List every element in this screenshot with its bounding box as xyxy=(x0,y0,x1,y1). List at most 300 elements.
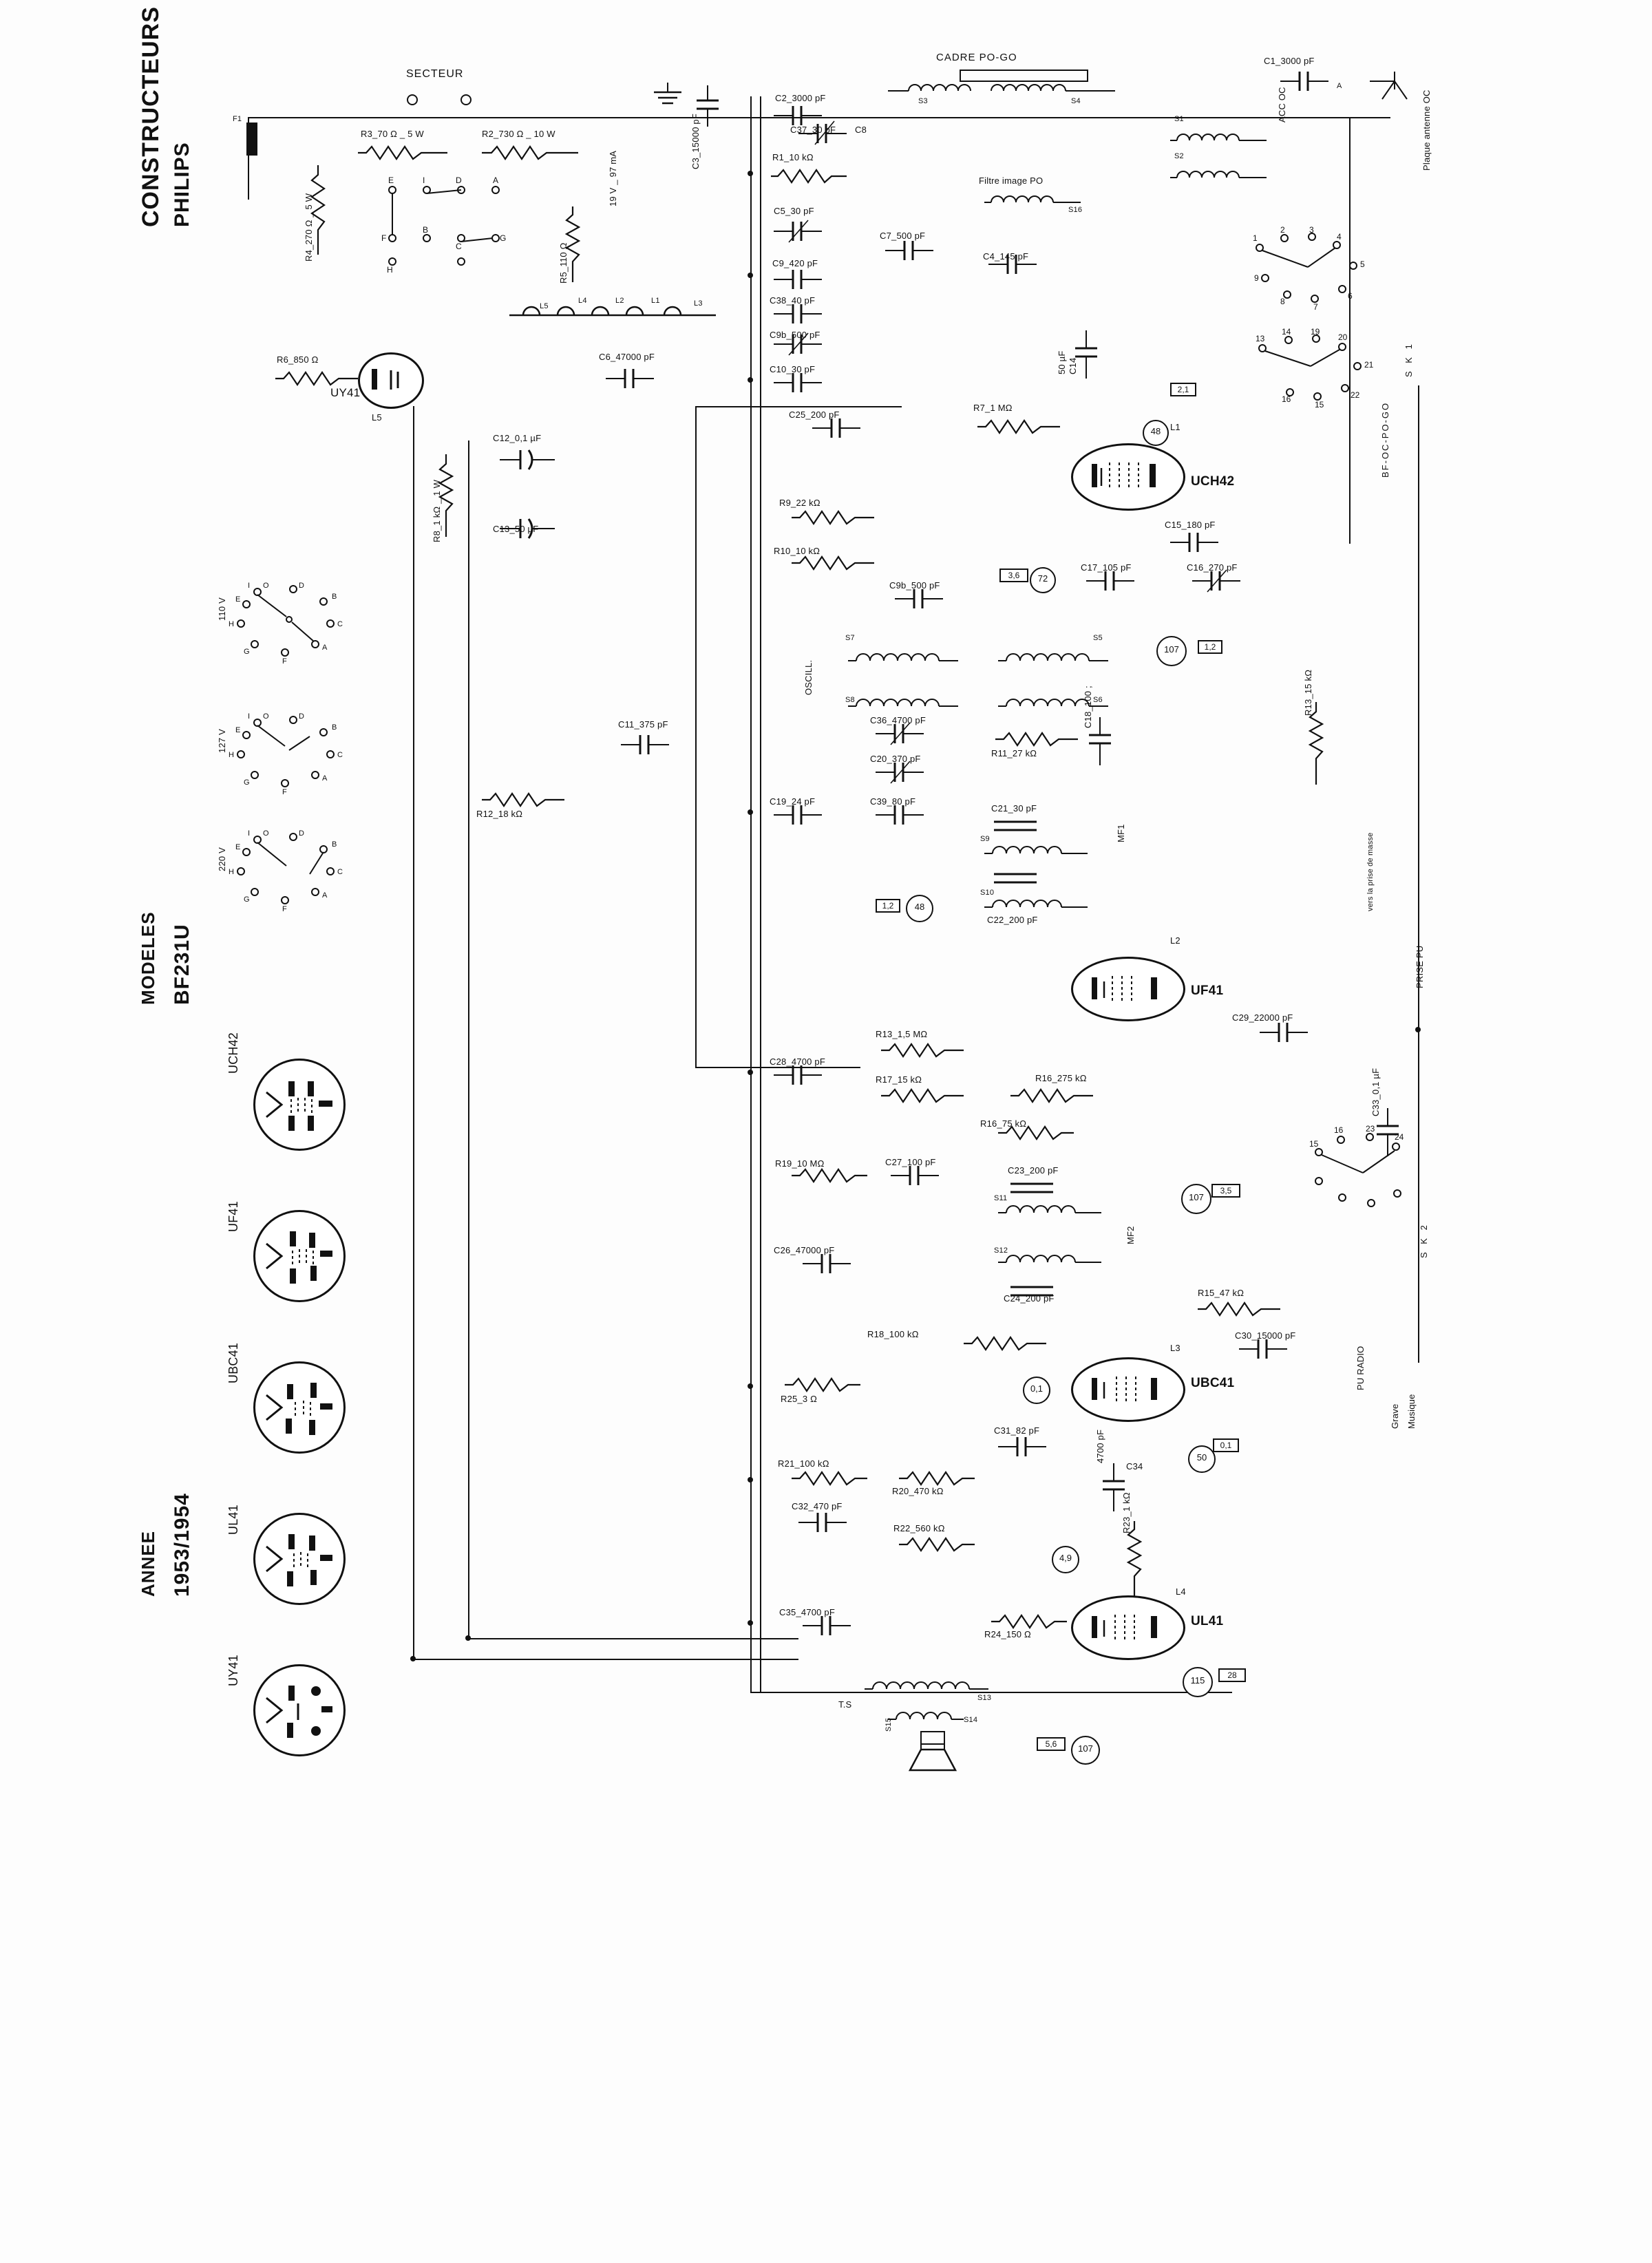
resistor-r19-symbol xyxy=(792,1167,867,1184)
svg-text:E: E xyxy=(388,176,394,185)
mains-voltage-selector-contacts xyxy=(351,172,592,282)
svg-text:F: F xyxy=(282,788,287,796)
wire-left-column xyxy=(413,406,414,1659)
svg-text:E: E xyxy=(235,843,241,851)
band-switch-sk1-lower xyxy=(1239,327,1390,413)
resistor-r18-symbol xyxy=(964,1335,1046,1352)
svg-text:2: 2 xyxy=(1280,225,1285,235)
tube-uf41-label: UF41 xyxy=(1191,984,1224,998)
test-point-48: 48 xyxy=(1143,420,1169,446)
voltage-selector-127v-label: 127 V xyxy=(217,729,227,753)
svg-text:C: C xyxy=(337,751,343,759)
annotation-oscill: OSCILL. xyxy=(803,659,814,695)
year-label: ANNEE xyxy=(138,1530,158,1597)
annotation-sk1: S K 1 xyxy=(1404,341,1414,377)
test-point-107c: 107 xyxy=(1071,1736,1100,1765)
socket-uf41-label: UF41 xyxy=(226,1201,240,1232)
svg-text:15: 15 xyxy=(1309,1139,1319,1149)
resistor-r9-symbol xyxy=(792,509,874,526)
capacitor-c15-label: C14 xyxy=(1068,357,1078,374)
resistor-r21-label: R21_100 kΩ xyxy=(778,1458,829,1469)
coil-s11-label: S11 xyxy=(994,1194,1008,1202)
tube-uch42-label: UCH42 xyxy=(1191,474,1235,489)
band-switch-sk1-upper xyxy=(1232,227,1384,317)
test-point-12b: 1,2 xyxy=(876,899,900,913)
tube-ubc41-internals xyxy=(1088,1372,1169,1407)
tube-uch42-internals xyxy=(1086,457,1169,494)
svg-text:H: H xyxy=(229,868,234,876)
coil-s13-label: S13 xyxy=(977,1694,992,1702)
resistor-r10-label: R10_10 kΩ xyxy=(774,546,820,556)
annotation-pu-radio: PU RADIO xyxy=(1355,1346,1366,1390)
svg-text:5: 5 xyxy=(1360,259,1365,269)
voltage-selector-127v xyxy=(217,709,365,798)
tube-uy41-internals xyxy=(368,363,410,396)
coil-s10-label: S10 xyxy=(980,889,995,897)
svg-text:23: 23 xyxy=(1366,1124,1375,1134)
svg-text:O: O xyxy=(263,582,269,590)
test-point-50: 50 xyxy=(1188,1445,1216,1473)
coil-s8 xyxy=(848,691,958,712)
capacitor-c8-label: C8 xyxy=(855,125,867,135)
svg-text:19: 19 xyxy=(1311,327,1320,337)
svg-text:B: B xyxy=(332,723,337,732)
resistor-r7-label: R7_1 MΩ xyxy=(973,403,1013,413)
svg-text:14: 14 xyxy=(1282,327,1291,337)
tube-l2-ref: L2 xyxy=(1170,935,1180,946)
svg-text:1: 1 xyxy=(1253,233,1258,243)
coil-s1 xyxy=(1170,128,1267,146)
bus-vertical-2 xyxy=(760,96,761,1693)
svg-text:9: 9 xyxy=(1254,273,1259,283)
coil-s2 xyxy=(1170,165,1267,183)
capacitor-c22-symbol xyxy=(991,816,1039,837)
tube-uy41-label: UY41 xyxy=(330,386,361,399)
capacitor-c2-label: C2_3000 pF xyxy=(775,93,826,103)
voltage-selector-110v-label: 110 V xyxy=(217,597,227,621)
test-point-72: 72 xyxy=(1030,567,1056,593)
annotation-filtre-image-po: Filtre image PO xyxy=(979,176,1044,186)
coil-s14 xyxy=(888,1704,964,1725)
coil-s4-label: S4 xyxy=(1071,97,1081,105)
resistor-r9-label: R9_22 kΩ xyxy=(779,498,820,508)
resistor-r7-symbol xyxy=(977,418,1060,435)
band-switch-sk2 xyxy=(1294,1122,1432,1239)
capacitor-c13-label: C12_0,1 µF xyxy=(493,433,542,443)
resistor-r4-label: R4_270 Ω _ 5 W xyxy=(304,193,314,262)
tube-l3-ref: L3 xyxy=(1170,1343,1180,1353)
svg-text:D: D xyxy=(299,829,304,838)
junction-dot xyxy=(748,1383,753,1389)
svg-text:H: H xyxy=(387,265,393,275)
capacitor-c24-label: C23_200 pF xyxy=(1008,1165,1059,1176)
capacitor-c33-symbol xyxy=(798,1510,847,1535)
capacitor-c12-label: C11_375 pF xyxy=(618,719,668,730)
capacitor-c32-label: C31_82 pF xyxy=(994,1425,1040,1436)
resistor-r5-label: R5_110 Ω xyxy=(558,242,569,284)
svg-text:3: 3 xyxy=(1309,225,1314,235)
fuse-f1 xyxy=(242,118,263,160)
coil-s9 xyxy=(984,838,1088,859)
test-point-36: 3,6 xyxy=(999,569,1028,582)
capacitor-c10-label: C9b_500 pF xyxy=(770,330,820,340)
resistor-r14-label: R16_275 kΩ xyxy=(1035,1073,1087,1083)
resistor-r20-label: R20_470 kΩ xyxy=(892,1486,944,1496)
capacitor-c30-symbol xyxy=(1260,1020,1308,1045)
capacitor-c33-label: C32_470 pF xyxy=(792,1501,843,1511)
svg-text:I: I xyxy=(248,829,251,838)
capacitor-c11-label: C10_30 pF xyxy=(770,364,816,374)
annotation-vers-masse: vers la prise de masse xyxy=(1366,832,1375,911)
annotation-acc-oc: ACC OC xyxy=(1277,87,1287,123)
annotation-bf-oc-po-go: BF-OC-PO-GO xyxy=(1380,401,1390,478)
resistor-r11-symbol xyxy=(995,731,1078,747)
tube-l1-ref: L1 xyxy=(1170,422,1180,432)
capacitor-c27-label: C26_47000 pF xyxy=(774,1245,835,1255)
mains-terminals xyxy=(403,89,485,110)
svg-text:7: 7 xyxy=(1313,302,1318,312)
coil-s10 xyxy=(984,892,1088,913)
capacitor-c5-label: C5_30 pF xyxy=(774,206,814,216)
capacitor-c30-label: C29_22000 pF xyxy=(1232,1012,1293,1023)
junction-dot xyxy=(748,377,753,383)
svg-text:6: 6 xyxy=(1348,291,1353,301)
coil-l3-label: L3 xyxy=(694,299,703,308)
capacitor-c25-label: C24_200 pF xyxy=(1004,1293,1055,1304)
svg-text:16: 16 xyxy=(1334,1125,1344,1135)
resistor-r25-symbol xyxy=(785,1377,860,1393)
resistor-r22-symbol xyxy=(899,1536,975,1553)
resistor-r21-symbol xyxy=(792,1470,867,1487)
capacitor-c14-label: C13_50 µF xyxy=(493,524,539,534)
svg-text:C: C xyxy=(337,620,343,628)
coil-s5-label: S5 xyxy=(1093,634,1103,642)
capacitor-c1-symbol xyxy=(1280,69,1328,94)
coil-s13 xyxy=(865,1674,988,1694)
capacitor-c16-label: C15_180 pF xyxy=(1165,520,1216,530)
resistor-r19-label: R19_10 MΩ xyxy=(775,1158,825,1169)
junction-dot xyxy=(748,273,753,278)
capacitor-c23-label: C22_200 pF xyxy=(987,915,1038,925)
tube-l4-ref: L4 xyxy=(1176,1586,1186,1597)
svg-text:C: C xyxy=(456,242,462,251)
resistor-r20-symbol xyxy=(899,1470,975,1487)
coil-s1-label: S1 xyxy=(1174,115,1184,123)
socket-ul41-label: UL41 xyxy=(226,1505,240,1535)
svg-text:D: D xyxy=(456,176,462,185)
coil-s9-label: S9 xyxy=(980,835,990,843)
capacitor-c35-value: 4700 pF xyxy=(1095,1429,1105,1463)
capacitor-c19-label: C18_100 ; xyxy=(1083,686,1093,728)
svg-text:B: B xyxy=(423,225,429,235)
resistor-r13-symbol xyxy=(881,1042,964,1059)
capacitor-c40-label: C39_80 pF xyxy=(870,796,916,807)
svg-text:G: G xyxy=(244,778,250,787)
tube-ul41-label: UL41 xyxy=(1191,1614,1224,1628)
svg-text:D: D xyxy=(299,712,304,721)
test-point-115: 115 xyxy=(1183,1667,1213,1697)
capacitor-c9-label: C9_420 pF xyxy=(772,258,818,268)
capacitor-c39-label: C38_40 pF xyxy=(770,295,816,306)
junction-dot xyxy=(748,809,753,815)
capacitor-c9-symbol xyxy=(774,267,822,292)
test-point-48b: 48 xyxy=(906,895,933,922)
svg-text:24: 24 xyxy=(1395,1132,1404,1142)
resistor-r14-symbol xyxy=(1010,1087,1093,1104)
socket-uch42-label: UCH42 xyxy=(226,1032,240,1074)
junction-dot xyxy=(410,1656,416,1661)
svg-text:H: H xyxy=(229,751,234,759)
svg-text:I: I xyxy=(423,176,425,185)
coil-s14-label: S14 xyxy=(964,1716,978,1724)
capacitor-c28-label: C27_100 pF xyxy=(885,1157,936,1167)
test-point-49: 4,9 xyxy=(1052,1546,1079,1573)
tube-l5-ref: L5 xyxy=(372,412,382,423)
coil-s7 xyxy=(848,646,958,666)
svg-text:A: A xyxy=(493,176,499,185)
svg-text:G: G xyxy=(244,895,250,904)
socket-uch42 xyxy=(253,1059,346,1151)
capacitor-c34-label: C33_0,1 µF xyxy=(1370,1067,1381,1116)
ground-symbol xyxy=(647,83,688,110)
svg-text:20: 20 xyxy=(1338,332,1348,342)
capacitor-c15-value: 50 µF xyxy=(1057,350,1067,374)
svg-text:O: O xyxy=(263,829,269,838)
tube-ubc41-label: UBC41 xyxy=(1191,1376,1235,1390)
svg-text:4: 4 xyxy=(1337,232,1342,242)
wire-mid-column xyxy=(695,406,697,1067)
wire-left-column-2 xyxy=(468,440,469,1638)
resistor-r6-label: R6_850 Ω xyxy=(277,354,319,365)
resistor-r17-symbol xyxy=(881,1087,964,1104)
capacitor-c26-label: C25_200 pF xyxy=(789,410,840,420)
annotation-19v-97ma: 19 V _ 97 mA xyxy=(608,150,618,206)
capacitor-c3-label: C3_15000 pF xyxy=(690,113,701,169)
svg-text:22: 22 xyxy=(1351,390,1360,400)
coil-s3-label: S3 xyxy=(918,97,928,105)
test-point-01: 0,1 xyxy=(1023,1377,1050,1404)
svg-text:E: E xyxy=(235,726,241,734)
coil-l1-label: L1 xyxy=(651,297,660,305)
junction-dot xyxy=(748,1477,753,1483)
svg-text:E: E xyxy=(235,595,241,604)
coil-s11 xyxy=(998,1198,1101,1218)
voltage-selector-220v xyxy=(217,826,365,915)
svg-text:8: 8 xyxy=(1280,297,1285,306)
svg-text:G: G xyxy=(244,648,250,656)
coil-s16 xyxy=(984,190,1081,208)
tube-uf41-internals xyxy=(1088,972,1169,1006)
resistor-r10-symbol xyxy=(792,555,874,571)
svg-text:C: C xyxy=(337,868,343,876)
coil-s16-label: S16 xyxy=(1068,206,1083,214)
svg-text:13: 13 xyxy=(1256,334,1265,343)
year-value: 1953/1954 xyxy=(171,1493,193,1597)
annotation-mf1: MF1 xyxy=(1116,824,1126,842)
model-label: BF231U xyxy=(171,924,193,1005)
antenna-symbol xyxy=(1370,69,1418,110)
voltage-selector-110v xyxy=(217,578,365,668)
capacitor-c4-label: C4_145 pF xyxy=(983,251,1029,262)
test-point-56: 5,6 xyxy=(1037,1737,1066,1751)
manufacturer-label: CONSTRUCTEURS xyxy=(138,6,164,227)
resistor-r3-label: R3_70 Ω _ 5 W xyxy=(361,129,424,139)
capacitor-c21-label: C20_370 pF xyxy=(870,754,921,764)
capacitor-c32-symbol xyxy=(998,1434,1046,1459)
svg-text:F: F xyxy=(282,905,287,913)
coil-s2-label: S2 xyxy=(1174,152,1184,160)
svg-text:A: A xyxy=(322,891,328,900)
test-point-35: 3,5 xyxy=(1211,1184,1240,1198)
svg-text:21: 21 xyxy=(1364,360,1374,370)
resistor-r2-label: R2_730 Ω _ 10 W xyxy=(482,129,555,139)
resistor-r18-label: R18_100 kΩ xyxy=(867,1329,919,1339)
resistor-r17-label: R17_15 kΩ xyxy=(876,1074,922,1085)
resistor-r25-label: R25_3 Ω xyxy=(781,1394,818,1404)
resistor-r8-label: R8_1 kΩ _ 1 W xyxy=(432,479,442,542)
capacitor-c5-symbol xyxy=(774,219,822,244)
resistor-r16-label: R16_75 kΩ xyxy=(980,1118,1027,1129)
svg-text:O: O xyxy=(263,712,269,721)
coil-s5 xyxy=(998,646,1108,666)
svg-text:A: A xyxy=(322,774,328,783)
speaker-symbol xyxy=(900,1729,976,1777)
fuse-label: F1 xyxy=(233,115,242,123)
capacitor-c22-label: C21_30 pF xyxy=(991,803,1037,814)
svg-text:16: 16 xyxy=(1282,394,1291,404)
resistor-r13-label: R13_1,5 MΩ xyxy=(876,1029,928,1039)
brand-label: PHILIPS xyxy=(171,142,193,227)
capacitor-c18-label: C17_105 pF xyxy=(1081,562,1132,573)
coil-s15-label: S15 xyxy=(885,1717,893,1732)
resistor-r15-label: R15_47 kΩ xyxy=(1198,1288,1245,1298)
resistor-r1-label: R1_10 kΩ xyxy=(772,152,814,162)
annotation-plaque-antenne-oc: Plaque antenne OC xyxy=(1421,89,1432,171)
capacitor-c13-symbol xyxy=(500,446,555,474)
resistor-r15-symbol xyxy=(1198,1301,1280,1317)
bus-bottom xyxy=(750,1692,1232,1693)
resistor-r11-label: R11_27 kΩ xyxy=(991,748,1037,758)
capacitor-c9b-label: C9b_500 pF xyxy=(889,580,940,591)
wire-bottom-left xyxy=(413,1659,798,1660)
test-point-28: 28 xyxy=(1218,1668,1246,1682)
capacitor-c37-label: C36_4700 pF xyxy=(870,715,926,725)
capacitor-c17-label: C16_270 pF xyxy=(1187,562,1238,573)
socket-ubc41-label: UBC41 xyxy=(226,1342,240,1383)
voltage-selector-220v-label: 220 V xyxy=(217,847,227,871)
socket-ul41 xyxy=(253,1513,346,1605)
test-point-12: 1,2 xyxy=(1198,640,1222,654)
resistor-r13b-label: R13_15 kΩ xyxy=(1303,669,1313,716)
svg-text:G: G xyxy=(500,233,507,243)
capacitor-c20-label: C19_24 pF xyxy=(770,796,816,807)
coil-l5-label: L5 xyxy=(540,302,549,310)
test-point-107b: 107 xyxy=(1181,1184,1211,1214)
wire-bottom-left-2 xyxy=(468,1638,798,1639)
coil-s8-label: S8 xyxy=(845,696,855,704)
junction-dot xyxy=(748,1070,753,1075)
annotation-sk2: S K 2 xyxy=(1419,1222,1429,1258)
resistor-r1-symbol xyxy=(771,168,847,184)
capacitor-c7-label: C7_500 pF xyxy=(880,231,926,241)
coil-s6-label: S6 xyxy=(1093,696,1103,704)
svg-text:B: B xyxy=(332,840,337,849)
capacitor-c6-label: C6_47000 pF xyxy=(599,352,655,362)
svg-text:15: 15 xyxy=(1315,400,1324,410)
svg-text:D: D xyxy=(299,582,304,590)
svg-text:I: I xyxy=(248,582,251,590)
socket-uy41-label: UY41 xyxy=(226,1655,240,1686)
test-point-21: 2,1 xyxy=(1170,383,1196,396)
capacitor-c1-label: C1_3000 pF xyxy=(1264,56,1315,66)
capacitor-c24-symbol xyxy=(1008,1178,1056,1199)
resistor-r6-symbol xyxy=(275,370,358,387)
capacitor-c23-symbol xyxy=(991,869,1039,889)
coil-l2-label: L2 xyxy=(615,297,624,305)
test-point-107: 107 xyxy=(1156,636,1187,666)
antenna-terminal-label: A xyxy=(1337,82,1342,90)
socket-uy41 xyxy=(253,1664,346,1756)
capacitor-c31-label: C30_15000 pF xyxy=(1235,1330,1296,1341)
annotation-secteur: SECTEUR xyxy=(406,68,464,80)
annotation-musique: Musique xyxy=(1406,1394,1417,1429)
svg-text:A: A xyxy=(322,644,328,652)
socket-uf41 xyxy=(253,1210,346,1302)
annotation-mf2: MF2 xyxy=(1125,1226,1136,1244)
capacitor-c38-label: C37_30 pF xyxy=(790,125,836,135)
resistor-r24-label: R24_150 Ω xyxy=(984,1629,1031,1639)
coil-l4-label: L4 xyxy=(578,297,587,305)
capacitor-c35-label: C34 xyxy=(1126,1461,1143,1472)
models-label: MODELES xyxy=(138,911,158,1005)
svg-text:F: F xyxy=(282,657,287,666)
annotation-cadre-po-go: CADRE PO-GO xyxy=(936,52,1017,63)
resistor-r23-label: R23_1 kΩ xyxy=(1121,1492,1132,1533)
resistor-r2-symbol xyxy=(482,145,578,161)
junction-dot xyxy=(748,1620,753,1626)
resistor-r22-label: R22_560 kΩ xyxy=(893,1523,945,1533)
annotation-prise-pu: PRISE PU xyxy=(1415,945,1425,988)
svg-text:F: F xyxy=(381,233,387,243)
annotation-ts: T.S xyxy=(838,1699,852,1710)
bus-vertical-1 xyxy=(750,96,752,1693)
capacitor-c16-symbol xyxy=(1170,530,1218,555)
socket-ubc41 xyxy=(253,1361,346,1454)
coil-s12 xyxy=(998,1247,1101,1268)
annotation-grave: Grave xyxy=(1390,1403,1400,1429)
resistor-r12-symbol xyxy=(482,791,564,808)
capacitor-c36-label: C35_4700 pF xyxy=(779,1607,835,1617)
junction-dot xyxy=(1415,1027,1421,1032)
resistor-r12-label: R12_18 kΩ xyxy=(476,809,523,819)
wire-mid-top xyxy=(695,406,902,407)
junction-dot xyxy=(748,171,753,176)
coil-s7-label: S7 xyxy=(845,634,855,642)
junction-dot xyxy=(465,1635,471,1641)
svg-text:H: H xyxy=(229,620,234,628)
svg-text:I: I xyxy=(248,712,251,721)
svg-text:B: B xyxy=(332,593,337,601)
resistor-r24-symbol xyxy=(991,1613,1067,1630)
capacitor-c6-symbol xyxy=(606,366,654,391)
coil-s12-label: S12 xyxy=(994,1246,1008,1255)
test-point-01b: 0,1 xyxy=(1213,1438,1239,1452)
capacitor-c29-label: C28_4700 pF xyxy=(770,1056,825,1067)
capacitor-c12-symbol xyxy=(621,732,669,757)
resistor-r3-symbol xyxy=(358,145,447,161)
capacitor-c7-symbol xyxy=(885,238,933,263)
tube-ul41-internals xyxy=(1088,1611,1169,1645)
